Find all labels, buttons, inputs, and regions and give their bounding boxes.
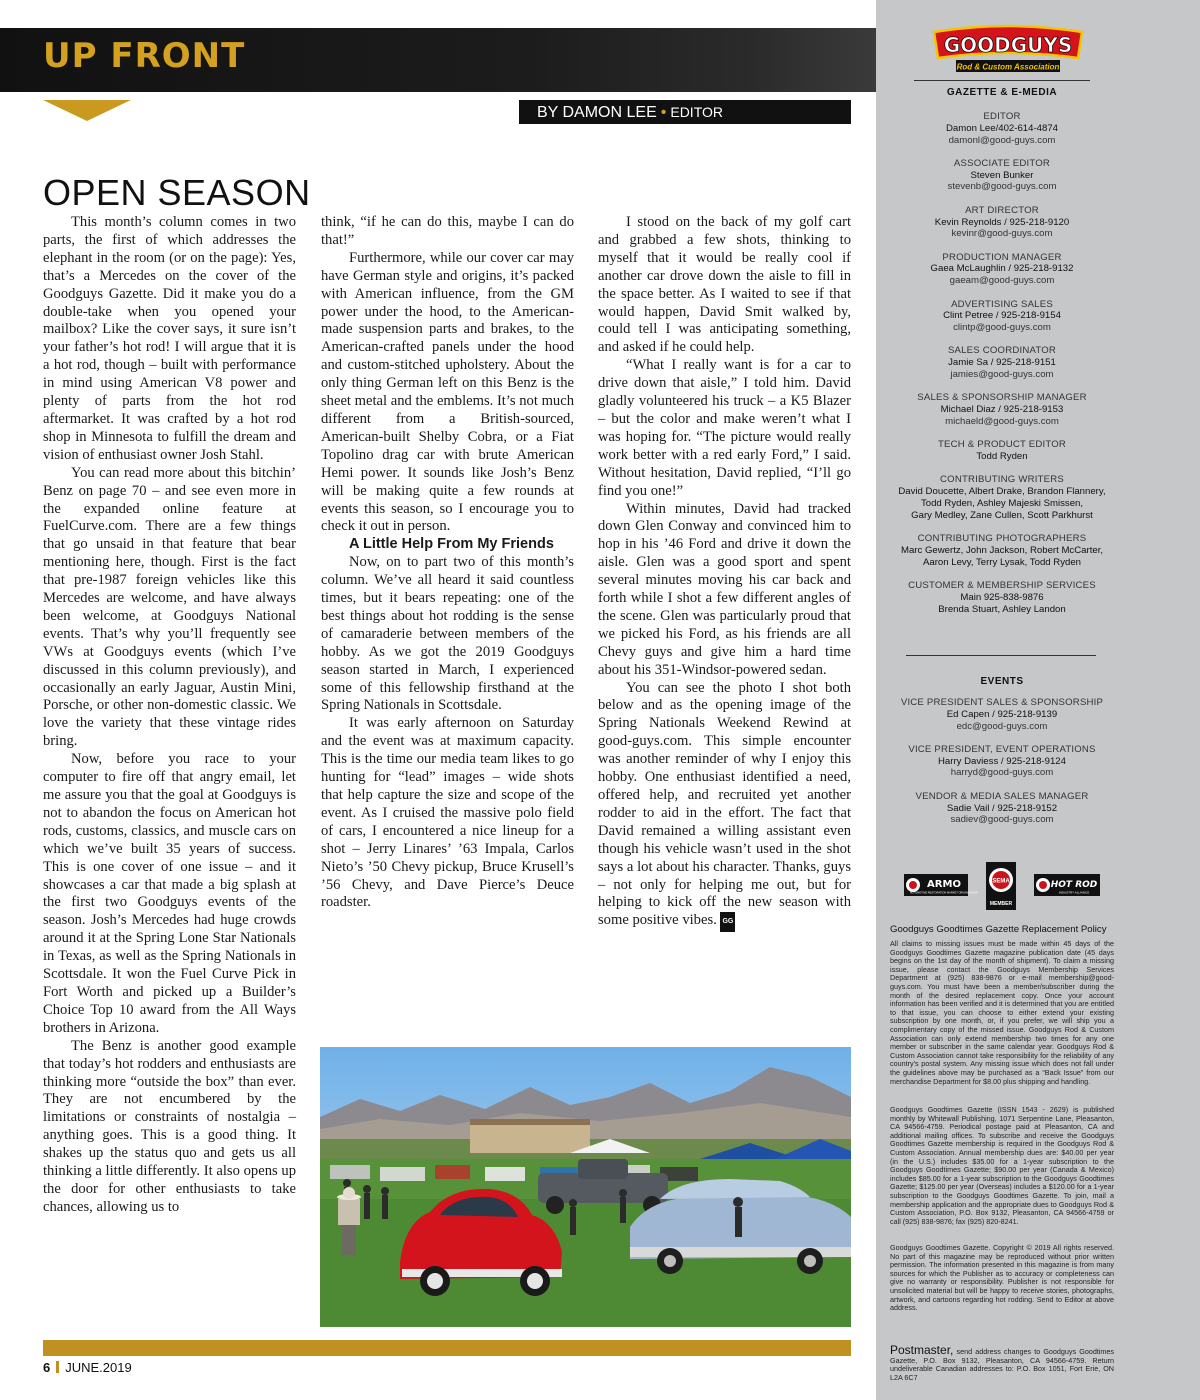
sema-label: SEMA <box>992 878 1010 885</box>
staff-name: Todd Ryden <box>976 451 1028 463</box>
page-number: 6 <box>43 1360 51 1375</box>
staff-email: edc@good-guys.com <box>956 720 1048 732</box>
events-staff-list <box>876 697 1128 838</box>
staff-role: ART DIRECTOR <box>965 204 1039 216</box>
armo-badge-icon <box>904 874 978 896</box>
hotrod-label: HOT ROD <box>1050 880 1098 890</box>
folio-separator <box>56 1361 59 1373</box>
paragraph: Within minutes, David had tracked down Glen Conway and convinced him to hop in his ’46 Ford and drive it down the aisle. Glen was a good sport and spent several minutes moving his car back and forth while I shot a few different angles of the scene. Glen was particularly proud that we picked his Ford, as his friends are all Chevy guys and give him a hard time about his 351-Windsor-powered sedan. <box>598 500 851 678</box>
gold-triangle-marker <box>43 100 131 121</box>
masthead-sidebar <box>876 0 1200 1400</box>
staff-entry <box>876 474 1128 521</box>
staff-entry <box>876 345 1128 380</box>
staff-name: Harry Daviess / 925-218-9124 <box>938 755 1066 767</box>
paragraph: “What I really want is for a car to drive down that aisle,” I told him. David gladly volunteered his truck – a K5 Blazer – but the color and make weren’t what I was hoping for. “The picture would really work better with a red early Ford,” I said. Without hesitation, David replied, “I’ll go find you one!” <box>598 357 851 499</box>
section-title: UP FRONT <box>43 36 246 76</box>
staff-entry <box>876 158 1128 193</box>
byline-dot: • <box>660 104 667 121</box>
staff-name: Clint Petree / 925-218-9154 <box>943 310 1061 322</box>
paragraph <box>598 680 851 933</box>
staff-role: SALES & SPONSORSHIP MANAGER <box>917 392 1087 404</box>
replacement-policy-text: All claims to missing issues must be made within 45 days of the Goodguys Goodtimes Gazette magazine publication date (45 days begins on the 1st day of the month of shipment). To claim a missing issue, please contact the Goodguys Membership Services Department at (925) 838-9876 or e-mail membership@good-guys.com. You must have been a member/subscriber during the month of the desired replacement copy. Once your account information has been verified and it is determined that you are entitled to that issue, you can choose to either extend your existing subscription by one month, or, if you prefer, we will ship you a complimentary copy of the missed issue. Goodguys Rod & Custom Association can only extend membership two times for any one member or subscriber in the same calendar year. Goodguys Rod & Custom Association cannot take responsibility for the reliability of any country’s postal system. Any missing issue which does not fall under the guidelines above may be purchased as a “Back Issue” from our merchandise Department for $8.00 plus shipping and handling. <box>890 939 1114 1086</box>
staff-email: stevenb@good-guys.com <box>947 181 1057 193</box>
article-column-2 <box>321 214 574 912</box>
paragraph: I stood on the back of my golf cart and grabbed a few shots, thinking to myself that it would be really cool if another car drove down the aisle to fill in the space better. As I waited to see if that would happen, David Smit walked by, could tell I was anticipating something, and asked if he could help. <box>598 214 851 356</box>
paragraph: think, “if he can do this, maybe I can do that!” <box>321 214 574 248</box>
staff-entry <box>876 580 1128 615</box>
footer-folio <box>43 1360 132 1375</box>
staff-list <box>876 111 1128 627</box>
staff-entry <box>876 439 1128 463</box>
staff-role: TECH & PRODUCT EDITOR <box>937 439 1067 451</box>
car-show-illustration <box>320 1047 851 1327</box>
sema-member-badge-icon <box>986 862 1016 910</box>
staff-email: gaeam@good-guys.com <box>949 275 1055 287</box>
staff-entry <box>876 252 1128 287</box>
industry-badges <box>904 862 1100 910</box>
staff-entry <box>876 392 1128 427</box>
postmaster-text: send address changes to Goodguys Goodtimes Gazette, P.O. Box 9132, Pleasanton, CA 94566-4759. Return undeliverable Canadian addresses to: P.O. Box 1051, Fort Erie, ON L2A 6C7 <box>890 1347 1114 1382</box>
publication-statement: Goodguys Goodtimes Gazette (ISSN 1543 - 2629) is published monthly by Whitewall Publishing, 1071 Serpentine Lane, Pleasanton, CA 94566-4759. Periodical postage paid at Pleasanton, CA and additional mailing offices. To subscribe and receive the Goodguys Goodtimes Gazette membership is required in the Goodguys Rod & Custom Association. Annual membership dues are: $40.00 per year (in the U.S.) includes $35.00 for a 1-year subscription to the Goodguys Goodtimes Gazette; $90.00 per year (Canada & Mexico) includes $85.00 for a 1-year subscription to the Goodguys Goodtimes Gazette; $125.00 per year (Overseas) includes a $120.00 for a 1-year subscription to the Goodguys Goodtimes Gazette. To join, mail a membership application and the appropriate dues to Goodguys Rod & Custom Association, P.O. Box 9132, Pleasanton, CA 94566-4759 or call (925) 838-9876; fax (925) 820-8241. <box>890 1105 1114 1226</box>
staff-name: Kevin Reynolds / 925-218-9120 <box>934 216 1070 228</box>
sidebar-rule <box>906 655 1096 656</box>
hotrod-subtitle: INDUSTRY ALLIANCE <box>1058 890 1090 895</box>
sidebar-rule <box>914 80 1090 81</box>
footer-rule <box>43 1340 851 1356</box>
gazette-heading: GAZETTE & E-MEDIA <box>946 87 1058 98</box>
events-heading: EVENTS <box>980 676 1024 687</box>
staff-name: David Doucette, Albert Drake, Brandon Flannery, <box>898 486 1106 498</box>
byline-role: EDITOR <box>670 104 723 120</box>
paragraph: Now, on to part two of this month’s column. We’ve all heard it said countless times, but it bears repeating: one of the best things about hot rodding is the sense of camaraderie between members of the hobby. As we got the 2019 Goodguys season started in March, I experienced some of this fellowship firsthand at the Spring Nationals in Scottsdale. <box>321 554 574 714</box>
copyright-statement: Goodguys Goodtimes Gazette. Copyright © 2019 All rights reserved. No part of this magazine may be reproduced without prior written permission. The information presented in this magazine is from many sources for which the Publisher as to accuracy or completeness can give no warranty or responsibility. Publisher is not responsible for unsolicited material but will be happy to receive stories, photographs, artwork, and cartoons regarding hot rodding. Send to Editor at above address. <box>890 1243 1114 1313</box>
replacement-policy-title: Goodguys Goodtimes Gazette Replacement Policy <box>890 924 1107 935</box>
staff-email: sadiev@good-guys.com <box>950 814 1054 826</box>
staff-name: Marc Gewertz, John Jackson, Robert McCarter, <box>900 544 1104 556</box>
staff-name: Main 925-838-9876 <box>960 591 1044 603</box>
staff-role: CUSTOMER & MEMBERSHIP SERVICES <box>908 579 1096 591</box>
staff-name: Aaron Levy, Terry Lysak, Todd Ryden <box>922 556 1082 568</box>
subhead: A Little Help From My Friends <box>349 536 554 553</box>
member-label: MEMBER <box>989 901 1013 907</box>
staff-name: Michael Diaz / 925-218-9153 <box>940 404 1064 416</box>
logo-wordmark: GOODGUYS <box>943 33 1073 57</box>
staff-name: Damon Lee/402-614-4874 <box>945 122 1058 134</box>
article-column-1 <box>43 214 296 1217</box>
staff-role: EDITOR <box>983 111 1021 122</box>
staff-entry <box>876 744 1128 779</box>
paragraph: This month’s column comes in two parts, the first of which addresses the elephant in the room (or on the page): Yes, that’s a Mercedes on the cover of the Goodguys Gazette. Did it make you do a double-take when you opened your mailbox? Like the cover says, it sure isn’t your father’s hot rod! I will argue that it is a hot rod, though – built with performance in mind using American V8 power and plenty of parts from the hot rod aftermarket. It was crafted by a hot rod shop in Minnesota to fulfill the dream and vision of enthusiast owner Josh Stahl. <box>43 214 296 463</box>
paragraph: The Benz is another good example that today’s hot rodders and enthusiasts are thinking more “outside the box” than ever. They are not encumbered by the limitations or constraints of nostalgia – anything goes. This is a good thing. It shakes up the status quo and gets us all thinking a little differently. It also opens up the door for other enthusiasts to take chances, allowing us to <box>43 1037 296 1215</box>
staff-entry <box>876 111 1128 146</box>
logo-subtitle: Rod & Custom Association <box>956 62 1060 72</box>
staff-role: CONTRIBUTING PHOTOGRAPHERS <box>917 533 1087 545</box>
armo-subtitle: AUTOMOTIVE RESTORATION MARKET ORGANIZATION <box>909 891 979 895</box>
staff-email: jamies@good-guys.com <box>950 369 1054 381</box>
staff-role: VENDOR & MEDIA SALES MANAGER <box>915 790 1089 802</box>
issue-date: JUNE.2019 <box>65 1360 132 1375</box>
goodguys-logo <box>928 22 1088 78</box>
paragraph: Now, before you race to your computer to fire off that angry email, let me assure you that the goal at Goodguys is not to abandon the focus on American hot rods, customs, classics, and muscle cars on which we’ve built 35 years of success. This is one cover of one issue – and it showcases a car that made a big splash at the first two Goodguys events of the season. Josh’s Mercedes had huge crowds around it at the Spring Lone Star Nationals in Texas, as well as the Spring Nationals in Scottsdale. It won the Fuel Curve Pick in Fort Worth and picked up a Builder’s Choice Top 10 award from the All Ways brothers in Arizona. <box>43 751 296 1036</box>
paragraph: Furthermore, while our cover car may have German style and origins, it’s packed with American influence, from the GM power under the hood, to the American-made suspension parts and brakes, to the American-crafted panels under the hood and custom-stitched upholstery. About the only thing German left on this Benz is the sheet metal and the emblems. It’s not much different from a British-sourced, American-built Shelby Cobra, or a Fiat Topolino drag car with brute American Hemi power. It sounds like Josh’s Benz will be making quite a few rounds at events this season, so I encourage you to check it out in person. <box>321 249 574 535</box>
staff-email: harryd@good-guys.com <box>950 767 1054 779</box>
staff-role: ADVERTISING SALES <box>951 298 1053 310</box>
article-column-3 <box>598 214 851 932</box>
article-title: OPEN SEASON <box>43 172 311 214</box>
armo-label: ARMO <box>927 879 961 890</box>
postmaster-label: Postmaster, <box>890 1343 954 1357</box>
byline-author: BY DAMON LEE <box>537 104 657 121</box>
paragraph: You can read more about this bitchin’ Benz on page 70 – and see even more in the expanded online feature at FuelCurve.com. There are a few things that go unsaid in that feature that bear mentioning here, though. First is the fact that pre-1987 foreign vehicles like this Mercedes are welcome, and have always been welcome, at Goodguys National events. That’s why you’ll frequently see VWs at Goodguys events (which I’ve discussed in this column previously), and occasionally an early Jaguar, Austin Mini, Porsche, or other non-domestic classic. We love the variety that these vintage rides bring. <box>43 464 296 750</box>
staff-role: VICE PRESIDENT SALES & SPONSORSHIP <box>900 697 1104 708</box>
paragraph: It was early afternoon on Saturday and the event was at maximum capacity. This is the time our media team likes to go hunting for “lead” images – wide shots that help capture the size and scope of the event. As I cruised the massive polo field of cars, I encountered a nice lineup for a shot – Jerry Linares’ ’63 Impala, Carlos Nieto’s ’50 Chevy pickup, Bruce Krusell’s ’56 Chevy, and Dave Pierce’s Deuce roadster. <box>321 715 574 911</box>
staff-name: Gary Medley, Zane Cullen, Scott Parkhurst <box>911 509 1093 521</box>
hot-rod-industry-alliance-badge-icon <box>1034 874 1100 896</box>
staff-role: CONTRIBUTING WRITERS <box>940 474 1064 486</box>
staff-email: damonl@good-guys.com <box>948 134 1056 146</box>
staff-role: VICE PRESIDENT, EVENT OPERATIONS <box>908 743 1096 755</box>
staff-role: ASSOCIATE EDITOR <box>953 157 1051 169</box>
postmaster-notice <box>890 1343 1114 1382</box>
staff-email: kevinr@good-guys.com <box>951 228 1053 240</box>
staff-entry <box>876 791 1128 826</box>
section-header-bar <box>0 28 876 92</box>
staff-email: clintp@good-guys.com <box>953 322 1051 334</box>
staff-role: SALES COORDINATOR <box>947 345 1057 357</box>
staff-entry <box>876 533 1128 568</box>
end-mark-icon: GG <box>720 912 735 932</box>
byline <box>519 100 851 124</box>
staff-name: Sadie Vail / 925-218-9152 <box>946 802 1058 814</box>
staff-role: PRODUCTION MANAGER <box>942 251 1062 263</box>
staff-name: Ed Capen / 925-218-9139 <box>946 708 1058 720</box>
staff-entry <box>876 205 1128 240</box>
car-show-photo <box>320 1047 851 1327</box>
staff-name: Todd Ryden, Ashley Majeski Smissen, <box>920 497 1084 509</box>
staff-name: Steven Bunker <box>970 169 1034 181</box>
staff-name: Gaea McLaughlin / 925-218-9132 <box>930 263 1074 275</box>
staff-email: michaeld@good-guys.com <box>945 415 1059 427</box>
paragraph-text: You can see the photo I shot both below and as the opening image of the Spring Nationals Weekend Rewind at good-guys.com. This simple encounter was another reminder of why I enjoy this hobby. One enthusiast identified a need, offered help, and recruited yet another rodder to aid in the effort. The fact that David remained a willing assistant even though his vehicle wasn’t used in the shot says a lot about his character. Thanks, guys – not only for helping me out, but for helping to kick off the new season with some positive vibes. <box>598 679 851 929</box>
staff-name: Brenda Stuart, Ashley Landon <box>938 603 1066 615</box>
staff-entry <box>876 299 1128 334</box>
staff-name: Jamie Sa / 925-218-9151 <box>948 357 1056 369</box>
staff-entry <box>876 697 1128 732</box>
